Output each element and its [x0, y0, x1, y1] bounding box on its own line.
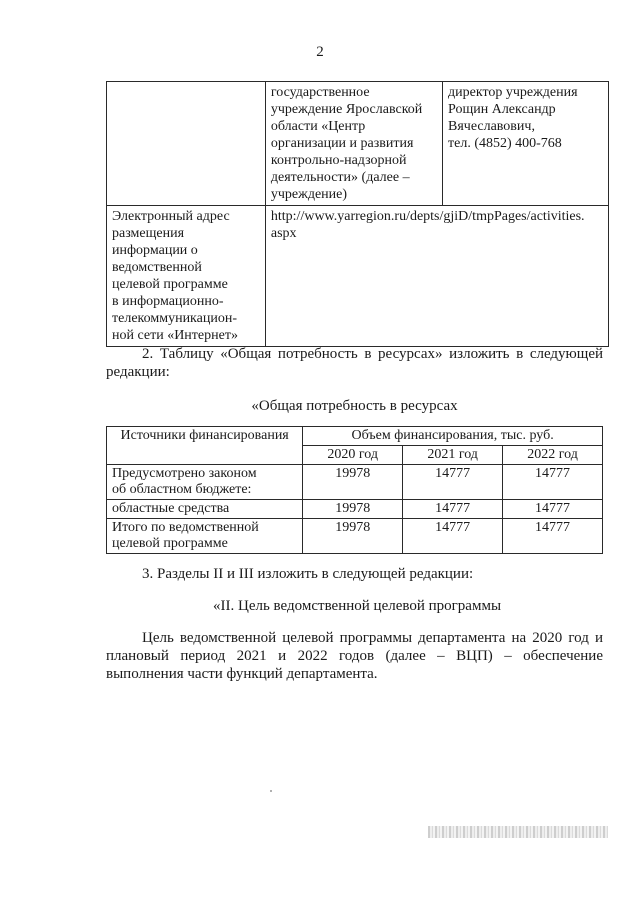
- source-line: Итого по ведомственной: [112, 520, 259, 535]
- header-source: Источники финансирования: [107, 427, 303, 465]
- value-cell: 19978: [303, 519, 403, 554]
- table-header-row: [107, 427, 603, 446]
- value-cell: 14777: [503, 465, 603, 500]
- year-header: 2020 год: [303, 446, 403, 465]
- source-line: об областном бюджете:: [112, 482, 252, 497]
- org-line: организации и развития: [270, 136, 414, 151]
- value-cell: 14777: [503, 519, 603, 554]
- source-line: областные средства: [112, 501, 230, 516]
- label-line: ведомственной: [112, 260, 202, 275]
- item-3-paragraph: 3. Разделы II и III изложить в следующей редакции:: [142, 566, 474, 582]
- value-cell: 14777: [403, 465, 503, 500]
- org-line: государственное: [270, 85, 370, 100]
- source-line: целевой программе: [112, 536, 228, 551]
- resources-table: [106, 426, 603, 554]
- table-row: [107, 519, 603, 554]
- org-line: деятельности» (далее –: [270, 170, 410, 185]
- label-line: информации о: [112, 243, 198, 258]
- contact-line: Вячеславович,: [448, 119, 535, 134]
- year-header: 2021 год: [403, 446, 503, 465]
- label-line: в информационно-: [112, 294, 224, 309]
- source-cell: [107, 465, 303, 500]
- header-volume: Объем финансирования, тыс. руб.: [303, 427, 603, 446]
- url-line: aspx: [270, 226, 297, 241]
- label-line: ной сети «Интернет»: [112, 328, 238, 343]
- label-cell: [107, 206, 266, 347]
- value-cell: 14777: [503, 500, 603, 519]
- source-cell: [107, 500, 303, 519]
- source-cell: [107, 519, 303, 554]
- value-cell: 14777: [403, 500, 503, 519]
- year-header: 2022 год: [503, 446, 603, 465]
- value-cell: 19978: [303, 500, 403, 519]
- url-line: http://www.yarregion.ru/depts/gjiD/tmpPages/activities.: [270, 209, 585, 224]
- goal-paragraph: Цель ведомственной целевой программы департамента на 2020 год и плановый период 2021 и 2022 годов (далее – ВЦП) – обеспечение выполнения части функций департамента.: [106, 630, 603, 682]
- table-cell-empty: [107, 82, 266, 206]
- value-cell: 14777: [403, 519, 503, 554]
- contact-cell: [443, 82, 609, 206]
- scan-speck: [270, 790, 272, 792]
- table-row: [107, 206, 609, 347]
- org-line: контрольно-надзорной: [270, 153, 407, 168]
- label-line: размещения: [112, 226, 185, 241]
- table-row: [107, 465, 603, 500]
- url-cell: [265, 206, 608, 347]
- contacts-table: [106, 81, 609, 347]
- contact-line: Рощин Александр: [448, 102, 556, 117]
- org-line: области «Центр: [270, 119, 366, 134]
- org-line: учреждение Ярославской: [270, 102, 423, 117]
- page-number: 2: [316, 44, 324, 60]
- table-row: [107, 500, 603, 519]
- document-stamp-image: [428, 826, 608, 838]
- resources-title: «Общая потребность в ресурсах: [251, 398, 458, 414]
- item-2-paragraph: 2. Таблицу «Общая потребность в ресурсах» изложить в следующей редакции:: [106, 346, 603, 380]
- value-cell: 19978: [303, 465, 403, 500]
- label-line: Электронный адрес: [112, 209, 230, 224]
- source-line: Предусмотрено законом: [112, 466, 257, 481]
- label-line: телекоммуникацион-: [112, 311, 238, 326]
- section-2-title: «II. Цель ведомственной целевой программы: [213, 598, 502, 614]
- contact-line: тел. (4852) 400-768: [448, 136, 562, 151]
- label-line: целевой программе: [112, 277, 228, 292]
- org-name-cell: [265, 82, 442, 206]
- contact-line: директор учреждения: [448, 85, 578, 100]
- org-line: учреждение): [270, 187, 348, 202]
- table-row: [107, 82, 609, 206]
